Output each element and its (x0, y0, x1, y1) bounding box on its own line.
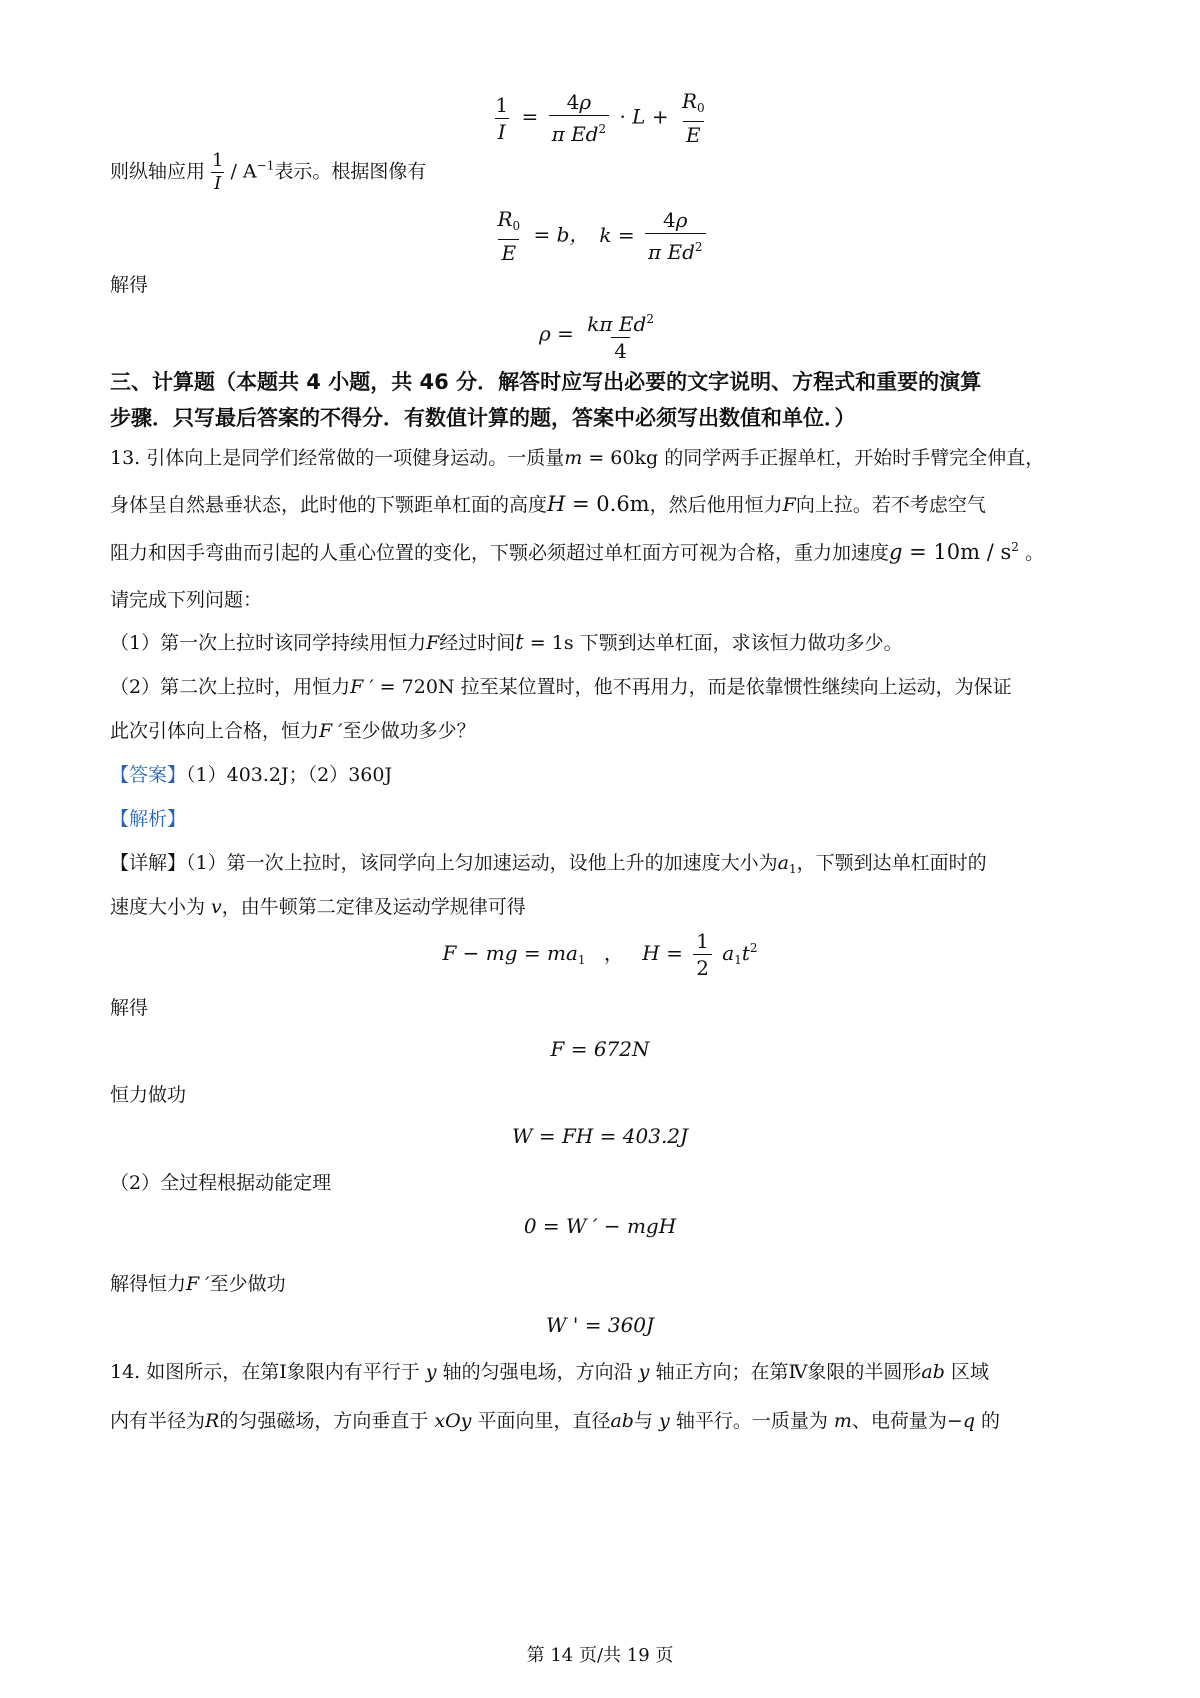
q14-line1: 14. 如图所示，在第Ⅰ象限内有平行于 y 轴的匀强电场，方向沿 y 轴正方向；在第Ⅳ象限的半圆形ab 区域 (110, 1361, 989, 1383)
work-label: 恒力做功 (110, 1084, 187, 1106)
q13-part1: （1）第一次上拉时该同学持续用恒力F经过时间t = 1s 下颚到达单杠面，求该恒力做功多少。 (110, 630, 903, 654)
q14-line2: 内有半径为R的匀强磁场，方向垂直于 xOy 平面向里，直径ab与 y 轴平行。一质量为 m、电荷量为−q 的 (110, 1410, 1001, 1432)
equation-intercept-slope: $\frac{R_0}{E}$ = b， k = $\frac{4\rho}{\pi Ed^2}$ (0, 206, 1200, 266)
equation-min-work: W ' = 360J (545, 1313, 655, 1337)
equation-kinetic-energy: 0 = W ′ − mgH (523, 1214, 677, 1238)
solve-label-1: 解得 (110, 274, 149, 296)
solve-label-3: 解得恒力F ′至少做功 (110, 1273, 286, 1295)
q13-line3: 阻力和因手弯曲而引起的人重心位置的变化，下颚必须超过单杠面方可视为合格，重力加速度$g = 10m / s^2$ 。 (110, 540, 1044, 564)
section-heading-line1: 三、计算题（本题共 4 小题，共 46 分．解答时应写出必要的文字说明、方程式和重要的演算 (110, 370, 982, 394)
answer-tag: 【答案】 (110, 764, 187, 786)
detail-line2: 速度大小为 v，由牛顿第二定律及运动学规律可得 (110, 896, 526, 918)
equation-force-result: F = 672N (550, 1037, 650, 1061)
equation-resistivity: ρ = $\frac{k\pi Ed^2}{4}$ (539, 312, 654, 363)
equation-work-result: W = FH = 403.2J (511, 1124, 689, 1148)
part2-label: （2）全过程根据动能定理 (110, 1172, 332, 1194)
q13-line2: 身体呈自然悬垂状态，此时他的下颚距单杠面的高度H = 0.6m，然后他用恒力F向上拉。若不考虑空气 (110, 492, 986, 516)
page-footer: 第 14 页/共 19 页 (526, 1645, 674, 1666)
vertical-axis-text: 则纵轴应用 $\frac{1}{I}$ / $A^{-1}$表示。根据图像有 (110, 150, 427, 194)
equation-inverse-current: $\frac{1}{I}$ = $\frac{4\rho}{\pi Ed^2}$ · L + $\frac{R_0}{E}$ (495, 89, 705, 147)
solve-label-2: 解得 (110, 997, 149, 1019)
q13-line1: 13. 引体向上是同学们经常做的一项健身运动。一质量m = 60kg 的同学两手正握单杠，开始时手臂完全伸直， (110, 447, 1045, 469)
section-heading-line2: 步骤．只写最后答案的不得分．有数值计算的题，答案中必须写出数值和单位．） (110, 406, 856, 430)
q13-part2-line2: 此次引体向上合格，恒力F ′至少做功多少？ (110, 720, 476, 742)
answer-line: 【答案】（1）403.2J；（2）360J (110, 764, 393, 786)
analysis-tag: 【解析】 (110, 808, 187, 830)
q13-part2-line1: （2）第二次上拉时，用恒力F ′ = 720N 拉至某位置时，他不再用力，而是依靠惯性继续向上运动，为保证 (110, 676, 1012, 698)
detail-line1: 【详解】（1）第一次上拉时，该同学向上匀加速运动，设他上升的加速度大小为$a_1$，下颚到达单杠面时的 (110, 852, 987, 876)
equation-newton-kinematics: F − mg = $ma_1$ ， H = $\frac{1}{2}$ $a_1t^2$ (442, 929, 758, 980)
q13-line4: 请完成下列问题： (110, 589, 263, 611)
